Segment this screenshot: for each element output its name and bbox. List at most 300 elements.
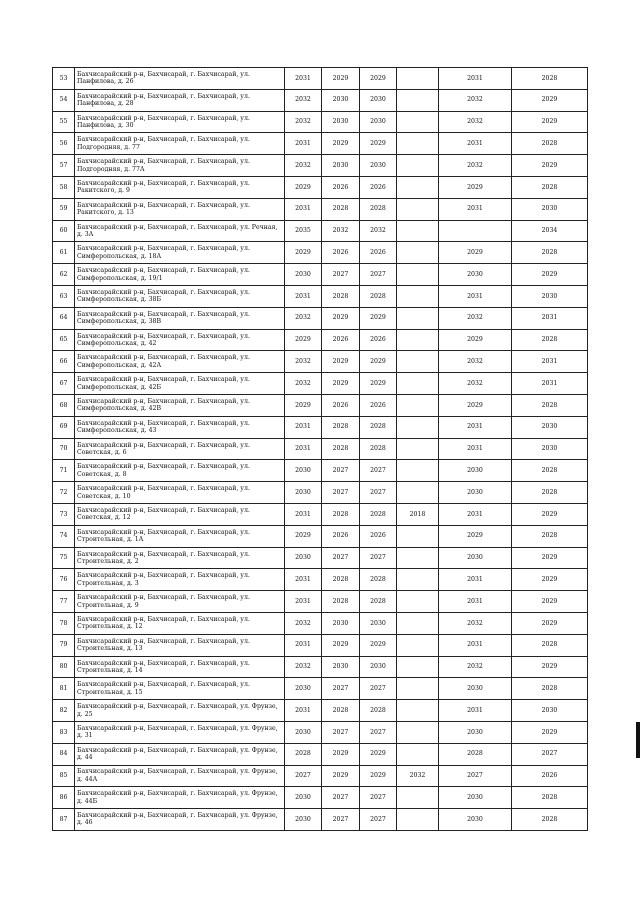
year-cell-4 [397,612,439,634]
row-number: 81 [53,678,75,700]
year-cell-5: 2032 [439,373,512,395]
schedule-table-body [53,68,588,831]
year-cell-3: 2027 [360,460,397,482]
year-cell-5: 2030 [439,460,512,482]
year-cell-1: 2030 [285,787,322,809]
year-cell-2: 2029 [322,133,360,155]
year-cell-2: 2030 [322,155,360,177]
year-cell-6: 2029 [512,569,588,591]
address-cell: Бахчисарайский р-н, Бахчисарай, г. Бахчисарай, ул. Ракитского, д. 9 [75,176,285,198]
year-cell-6: 2028 [512,68,588,90]
year-cell-2: 2030 [322,656,360,678]
address-cell: Бахчисарайский р-н, Бахчисарай, г. Бахчисарай, ул. Симферопольская, д. 19/1 [75,264,285,286]
table-row [53,438,588,460]
year-cell-6: 2028 [512,329,588,351]
row-number: 73 [53,503,75,525]
row-number: 62 [53,264,75,286]
year-cell-5: 2030 [439,809,512,831]
year-cell-2: 2026 [322,176,360,198]
table-row [53,351,588,373]
year-cell-3: 2028 [360,591,397,613]
year-cell-1: 2032 [285,307,322,329]
year-cell-1: 2027 [285,765,322,787]
year-cell-3: 2027 [360,264,397,286]
year-cell-5: 2032 [439,656,512,678]
year-cell-2: 2029 [322,351,360,373]
year-cell-2: 2030 [322,111,360,133]
year-cell-1: 2030 [285,678,322,700]
table-row [53,89,588,111]
table-row [53,525,588,547]
year-cell-5: 2031 [439,68,512,90]
year-cell-1: 2030 [285,809,322,831]
year-cell-1: 2031 [285,285,322,307]
address-cell: Бахчисарайский р-н, Бахчисарай, г. Бахчисарай, ул. Симферопольская, д. 42Б [75,373,285,395]
year-cell-6: 2029 [512,155,588,177]
year-cell-6: 2029 [512,503,588,525]
year-cell-6: 2030 [512,438,588,460]
year-cell-5: 2027 [439,765,512,787]
year-cell-5: 2031 [439,591,512,613]
row-number: 60 [53,220,75,242]
row-number: 74 [53,525,75,547]
year-cell-6: 2034 [512,220,588,242]
year-cell-1: 2031 [285,634,322,656]
year-cell-4 [397,307,439,329]
table-row [53,68,588,90]
table-row [53,591,588,613]
year-cell-2: 2028 [322,569,360,591]
year-cell-3: 2032 [360,220,397,242]
year-cell-3: 2027 [360,787,397,809]
year-cell-5: 2031 [439,133,512,155]
year-cell-2: 2032 [322,220,360,242]
year-cell-2: 2028 [322,438,360,460]
year-cell-2: 2027 [322,547,360,569]
year-cell-5: 2031 [439,198,512,220]
year-cell-1: 2031 [285,569,322,591]
year-cell-2: 2030 [322,612,360,634]
year-cell-1: 2030 [285,547,322,569]
address-cell: Бахчисарайский р-н, Бахчисарай, г. Бахчисарай, ул. Строительная, д. 14 [75,656,285,678]
table-row [53,612,588,634]
year-cell-5: 2032 [439,351,512,373]
row-number: 56 [53,133,75,155]
year-cell-4: 2032 [397,765,439,787]
year-cell-3: 2026 [360,329,397,351]
table-row [53,373,588,395]
year-cell-6: 2029 [512,89,588,111]
year-cell-2: 2027 [322,264,360,286]
year-cell-4 [397,591,439,613]
table-row [53,765,588,787]
year-cell-2: 2026 [322,329,360,351]
address-cell: Бахчисарайский р-н, Бахчисарай, г. Бахчисарай, ул. Советская, д. 6 [75,438,285,460]
year-cell-6: 2028 [512,525,588,547]
year-cell-1: 2031 [285,591,322,613]
year-cell-6: 2031 [512,351,588,373]
row-number: 72 [53,482,75,504]
year-cell-1: 2029 [285,525,322,547]
year-cell-3: 2030 [360,111,397,133]
year-cell-2: 2027 [322,678,360,700]
year-cell-5: 2031 [439,503,512,525]
year-cell-6: 2030 [512,700,588,722]
year-cell-2: 2029 [322,765,360,787]
table-row [53,569,588,591]
year-cell-1: 2029 [285,329,322,351]
row-number: 83 [53,721,75,743]
row-number: 63 [53,285,75,307]
row-number: 78 [53,612,75,634]
year-cell-2: 2026 [322,242,360,264]
year-cell-6: 2027 [512,743,588,765]
year-cell-5: 2031 [439,438,512,460]
year-cell-3: 2028 [360,438,397,460]
table-row [53,547,588,569]
row-number: 87 [53,809,75,831]
table-row [53,503,588,525]
table-row [53,329,588,351]
year-cell-6: 2030 [512,285,588,307]
row-number: 86 [53,787,75,809]
year-cell-3: 2029 [360,307,397,329]
year-cell-4 [397,394,439,416]
year-cell-1: 2029 [285,242,322,264]
year-cell-5: 2030 [439,721,512,743]
year-cell-4 [397,373,439,395]
table-row [53,743,588,765]
row-number: 69 [53,416,75,438]
year-cell-3: 2028 [360,416,397,438]
address-cell: Бахчисарайский р-н, Бахчисарай, г. Бахчисарай, ул. Симферопольская, д. 42В [75,394,285,416]
year-cell-3: 2027 [360,678,397,700]
year-cell-5: 2029 [439,242,512,264]
year-cell-4 [397,68,439,90]
year-cell-1: 2030 [285,460,322,482]
year-cell-5: 2029 [439,394,512,416]
year-cell-1: 2030 [285,721,322,743]
address-cell: Бахчисарайский р-н, Бахчисарай, г. Бахчисарай, ул. Строительная, д. 13 [75,634,285,656]
address-cell: Бахчисарайский р-н, Бахчисарай, г. Бахчисарай, ул. Строительная, д. 9 [75,591,285,613]
year-cell-3: 2029 [360,133,397,155]
year-cell-5: 2029 [439,176,512,198]
year-cell-4 [397,264,439,286]
year-cell-5: 2031 [439,416,512,438]
year-cell-3: 2028 [360,503,397,525]
row-number: 58 [53,176,75,198]
year-cell-3: 2029 [360,351,397,373]
year-cell-4 [397,89,439,111]
year-cell-6: 2028 [512,787,588,809]
year-cell-2: 2027 [322,482,360,504]
year-cell-3: 2027 [360,547,397,569]
address-cell: Бахчисарайский р-н, Бахчисарай, г. Бахчисарай, ул. Фрунзе, д. 25 [75,700,285,722]
year-cell-2: 2029 [322,307,360,329]
year-cell-1: 2032 [285,111,322,133]
table-row [53,809,588,831]
year-cell-6: 2028 [512,133,588,155]
year-cell-3: 2029 [360,373,397,395]
year-cell-3: 2028 [360,285,397,307]
year-cell-4 [397,721,439,743]
address-cell: Бахчисарайский р-н, Бахчисарай, г. Бахчисарай, ул. Фрунзе, д. 44 [75,743,285,765]
year-cell-4 [397,700,439,722]
row-number: 64 [53,307,75,329]
year-cell-2: 2028 [322,198,360,220]
table-row [53,721,588,743]
row-number: 66 [53,351,75,373]
year-cell-1: 2028 [285,743,322,765]
table-row [53,656,588,678]
year-cell-1: 2031 [285,133,322,155]
year-cell-2: 2029 [322,743,360,765]
year-cell-4 [397,460,439,482]
address-cell: Бахчисарайский р-н, Бахчисарай, г. Бахчисарай, ул. Симферопольская, д. 42А [75,351,285,373]
row-number: 61 [53,242,75,264]
year-cell-2: 2028 [322,591,360,613]
year-cell-6: 2028 [512,394,588,416]
year-cell-6: 2030 [512,416,588,438]
year-cell-6: 2028 [512,482,588,504]
year-cell-1: 2031 [285,503,322,525]
year-cell-1: 2029 [285,176,322,198]
year-cell-5: 2030 [439,678,512,700]
row-number: 77 [53,591,75,613]
year-cell-3: 2030 [360,155,397,177]
year-cell-4: 2018 [397,503,439,525]
row-number: 84 [53,743,75,765]
table-row [53,460,588,482]
year-cell-2: 2029 [322,68,360,90]
year-cell-5: 2031 [439,700,512,722]
year-cell-4 [397,482,439,504]
year-cell-4 [397,329,439,351]
address-cell: Бахчисарайский р-н, Бахчисарай, г. Бахчисарай, ул. Симферопольская, д. 38В [75,307,285,329]
schedule-table [52,67,588,831]
year-cell-2: 2026 [322,525,360,547]
year-cell-5: 2030 [439,482,512,504]
table-row [53,700,588,722]
year-cell-6: 2029 [512,547,588,569]
table-row [53,111,588,133]
address-cell: Бахчисарайский р-н, Бахчисарай, г. Бахчисарай, ул. Строительная, д. 12 [75,612,285,634]
address-cell: Бахчисарайский р-н, Бахчисарай, г. Бахчисарай, ул. Симферопольская, д. 43 [75,416,285,438]
year-cell-3: 2027 [360,809,397,831]
year-cell-2: 2028 [322,416,360,438]
year-cell-4 [397,351,439,373]
year-cell-3: 2026 [360,525,397,547]
year-cell-1: 2035 [285,220,322,242]
table-row [53,634,588,656]
address-cell: Бахчисарайский р-н, Бахчисарай, г. Бахчисарай, ул. Панфилова, д. 26 [75,68,285,90]
address-cell: Бахчисарайский р-н, Бахчисарай, г. Бахчисарай, ул. Советская, д. 12 [75,503,285,525]
address-cell: Бахчисарайский р-н, Бахчисарай, г. Бахчисарай, ул. Строительная, д. 3 [75,569,285,591]
year-cell-5: 2031 [439,569,512,591]
address-cell: Бахчисарайский р-н, Бахчисарай, г. Бахчисарай, ул. Подгородняя, д. 77А [75,155,285,177]
year-cell-6: 2028 [512,460,588,482]
table-row [53,198,588,220]
year-cell-1: 2029 [285,394,322,416]
year-cell-5: 2029 [439,329,512,351]
row-number: 67 [53,373,75,395]
year-cell-1: 2031 [285,438,322,460]
year-cell-6: 2028 [512,176,588,198]
year-cell-4 [397,220,439,242]
year-cell-2: 2030 [322,89,360,111]
year-cell-3: 2026 [360,176,397,198]
year-cell-3: 2029 [360,743,397,765]
year-cell-4 [397,285,439,307]
address-cell: Бахчисарайский р-н, Бахчисарай, г. Бахчисарай, ул. Речная, д. 3А [75,220,285,242]
year-cell-2: 2028 [322,700,360,722]
row-number: 79 [53,634,75,656]
row-number: 68 [53,394,75,416]
year-cell-4 [397,809,439,831]
year-cell-3: 2030 [360,612,397,634]
table-row [53,133,588,155]
year-cell-5: 2030 [439,787,512,809]
table-row [53,242,588,264]
year-cell-6: 2028 [512,809,588,831]
year-cell-3: 2029 [360,765,397,787]
row-number: 75 [53,547,75,569]
year-cell-2: 2028 [322,285,360,307]
address-cell: Бахчисарайский р-н, Бахчисарай, г. Бахчисарай, ул. Панфилова, д. 30 [75,111,285,133]
address-cell: Бахчисарайский р-н, Бахчисарай, г. Бахчисарай, ул. Фрунзе, д. 44Б [75,787,285,809]
row-number: 54 [53,89,75,111]
year-cell-3: 2030 [360,89,397,111]
year-cell-1: 2031 [285,700,322,722]
year-cell-3: 2028 [360,700,397,722]
row-number: 76 [53,569,75,591]
year-cell-1: 2030 [285,482,322,504]
row-number: 82 [53,700,75,722]
year-cell-4 [397,634,439,656]
year-cell-1: 2032 [285,612,322,634]
year-cell-3: 2027 [360,482,397,504]
year-cell-4 [397,743,439,765]
address-cell: Бахчисарайский р-н, Бахчисарай, г. Бахчисарай, ул. Строительная, д. 15 [75,678,285,700]
year-cell-4 [397,656,439,678]
row-number: 85 [53,765,75,787]
year-cell-1: 2032 [285,656,322,678]
year-cell-5: 2030 [439,264,512,286]
year-cell-5: 2031 [439,285,512,307]
year-cell-5: 2030 [439,547,512,569]
year-cell-4 [397,678,439,700]
address-cell: Бахчисарайский р-н, Бахчисарай, г. Бахчисарай, ул. Панфилова, д. 28 [75,89,285,111]
year-cell-5 [439,220,512,242]
year-cell-6: 2029 [512,612,588,634]
year-cell-2: 2029 [322,373,360,395]
table-row [53,678,588,700]
table-row [53,787,588,809]
address-cell: Бахчисарайский р-н, Бахчисарай, г. Бахчисарай, ул. Подгородняя, д. 77 [75,133,285,155]
year-cell-1: 2031 [285,416,322,438]
address-cell: Бахчисарайский р-н, Бахчисарай, г. Бахчисарай, ул. Советская, д. 10 [75,482,285,504]
year-cell-4 [397,198,439,220]
year-cell-4 [397,787,439,809]
year-cell-5: 2032 [439,155,512,177]
year-cell-2: 2029 [322,634,360,656]
year-cell-3: 2026 [360,242,397,264]
year-cell-6: 2031 [512,307,588,329]
table-row [53,307,588,329]
year-cell-1: 2032 [285,373,322,395]
year-cell-4 [397,155,439,177]
year-cell-4 [397,525,439,547]
year-cell-4 [397,242,439,264]
year-cell-4 [397,438,439,460]
table-row [53,482,588,504]
year-cell-3: 2027 [360,721,397,743]
year-cell-2: 2027 [322,460,360,482]
row-number: 53 [53,68,75,90]
row-number: 65 [53,329,75,351]
year-cell-6: 2028 [512,678,588,700]
table-row [53,394,588,416]
year-cell-4 [397,111,439,133]
year-cell-5: 2032 [439,111,512,133]
year-cell-4 [397,176,439,198]
year-cell-2: 2027 [322,787,360,809]
year-cell-6: 2029 [512,656,588,678]
year-cell-1: 2032 [285,89,322,111]
year-cell-5: 2032 [439,307,512,329]
table-row [53,155,588,177]
year-cell-6: 2029 [512,591,588,613]
year-cell-3: 2030 [360,656,397,678]
year-cell-4 [397,416,439,438]
year-cell-3: 2026 [360,394,397,416]
row-number: 71 [53,460,75,482]
year-cell-5: 2032 [439,89,512,111]
year-cell-3: 2028 [360,198,397,220]
year-cell-1: 2030 [285,264,322,286]
row-number: 55 [53,111,75,133]
row-number: 80 [53,656,75,678]
address-cell: Бахчисарайский р-н, Бахчисарай, г. Бахчисарай, ул. Строительная, д. 2 [75,547,285,569]
year-cell-6: 2028 [512,634,588,656]
year-cell-2: 2027 [322,809,360,831]
address-cell: Бахчисарайский р-н, Бахчисарай, г. Бахчисарай, ул. Фрунзе, д. 44А [75,765,285,787]
year-cell-5: 2029 [439,525,512,547]
row-number: 59 [53,198,75,220]
year-cell-4 [397,547,439,569]
scan-edge-mark [636,722,640,758]
year-cell-1: 2032 [285,351,322,373]
year-cell-2: 2027 [322,721,360,743]
table-row [53,264,588,286]
year-cell-2: 2026 [322,394,360,416]
address-cell: Бахчисарайский р-н, Бахчисарай, г. Бахчисарай, ул. Симферопольская, д. 18А [75,242,285,264]
year-cell-6: 2031 [512,373,588,395]
address-cell: Бахчисарайский р-н, Бахчисарай, г. Бахчисарай, ул. Строительная, д. 1А [75,525,285,547]
address-cell: Бахчисарайский р-н, Бахчисарай, г. Бахчисарай, ул. Советская, д. 8 [75,460,285,482]
year-cell-3: 2029 [360,634,397,656]
year-cell-3: 2029 [360,68,397,90]
year-cell-1: 2031 [285,198,322,220]
year-cell-5: 2032 [439,612,512,634]
address-cell: Бахчисарайский р-н, Бахчисарай, г. Бахчисарай, ул. Симферопольская, д. 38Б [75,285,285,307]
year-cell-1: 2032 [285,155,322,177]
year-cell-4 [397,569,439,591]
table-row [53,285,588,307]
address-cell: Бахчисарайский р-н, Бахчисарай, г. Бахчисарай, ул. Симферопольская, д. 42 [75,329,285,351]
table-row [53,220,588,242]
year-cell-6: 2029 [512,111,588,133]
